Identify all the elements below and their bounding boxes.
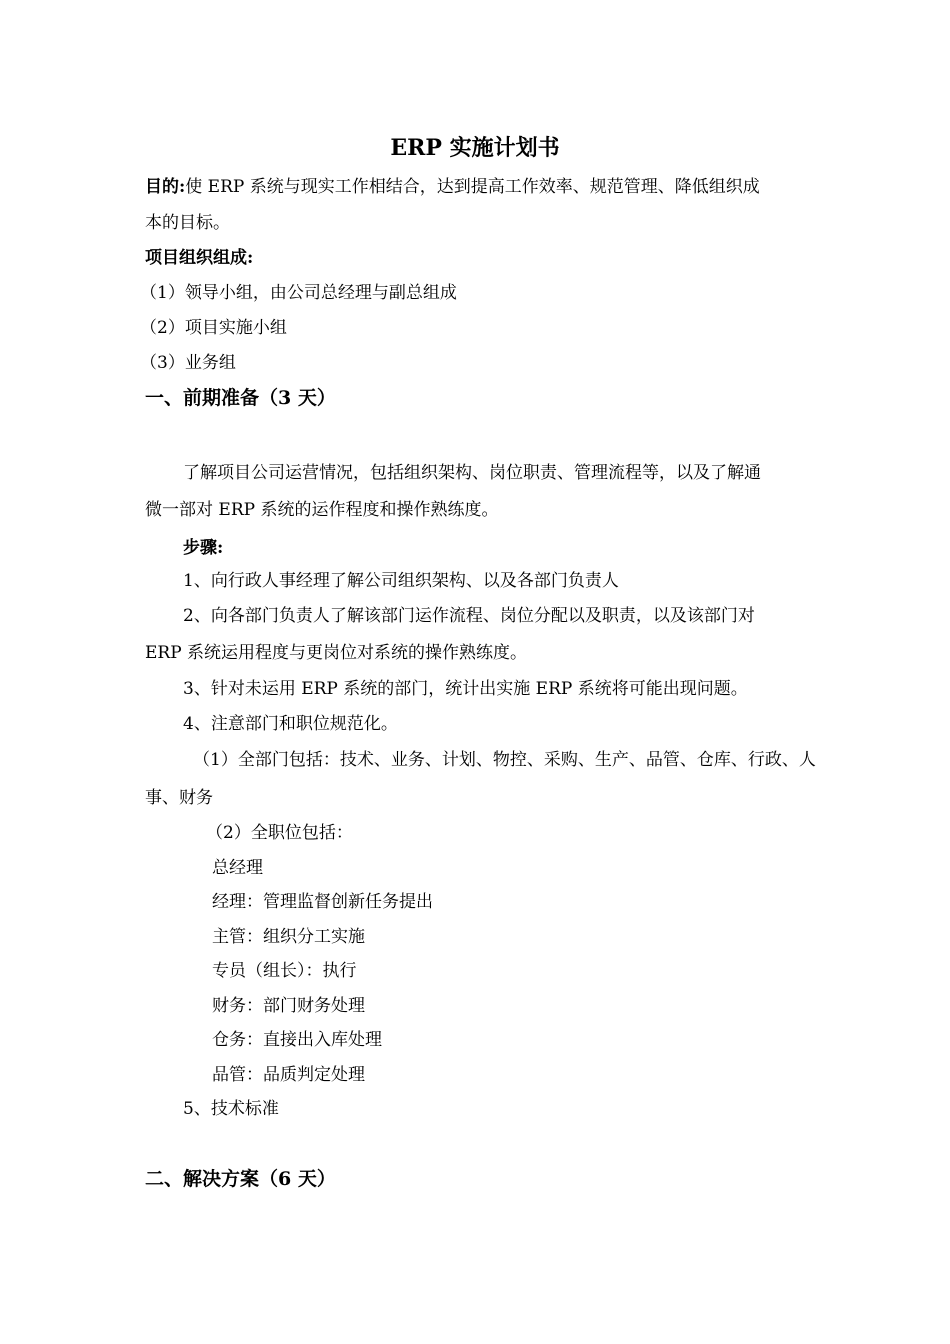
section-1-intro-line-2: 微一部对 ERP 系统的运作程度和操作熟练度。 <box>145 500 499 520</box>
steps-label: 步骤: <box>183 538 224 558</box>
org-heading: 项目组织组成: <box>145 248 254 268</box>
position-item-7: 品管：品质判定处理 <box>212 1065 365 1085</box>
purpose-line-1 <box>145 175 760 199</box>
departments-line-1: （1）全部门包括：技术、业务、计划、物控、采购、生产、品管、仓库、行政、人 <box>193 750 816 770</box>
step-2-line-1: 2、向各部门负责人了解该部门运作流程、岗位分配以及职责，以及该部门对 <box>183 606 755 626</box>
purpose-line-2: 本的目标。 <box>145 213 230 233</box>
step-5: 5、技术标准 <box>183 1099 279 1119</box>
position-item-6: 仓务：直接出入库处理 <box>212 1030 382 1050</box>
section-1-intro-line-1: 了解项目公司运营情况，包括组织架构、岗位职责、管理流程等，以及了解通 <box>183 463 761 483</box>
section-2-heading: 二、解决方案（6 天） <box>145 1168 336 1190</box>
step-3: 3、针对未运用 ERP 系统的部门，统计出实施 ERP 系统将可能出现问题。 <box>183 679 748 699</box>
purpose-label: 目的: <box>145 177 186 197</box>
position-item-5: 财务：部门财务处理 <box>212 996 365 1016</box>
org-item-2: （2）项目实施小组 <box>140 318 287 338</box>
section-1-heading: 一、前期准备（3 天） <box>145 387 336 409</box>
step-2-line-2: ERP 系统运用程度与更岗位对系统的操作熟练度。 <box>145 643 528 663</box>
position-item-2: 经理：管理监督创新任务提出 <box>212 892 433 912</box>
positions-label: （2）全职位包括： <box>206 823 353 843</box>
departments-line-2: 事、财务 <box>145 788 213 808</box>
document-title: ERP 实施计划书 <box>390 135 560 161</box>
position-item-1: 总经理 <box>212 858 263 878</box>
org-item-1: （1）领导小组，由公司总经理与副总组成 <box>140 283 457 303</box>
purpose-text: 使 ERP 系统与现实工作相结合，达到提高工作效率、规范管理、降低组织成 <box>185 177 760 197</box>
position-item-4: 专员（组长）：执行 <box>212 961 357 981</box>
position-item-3: 主管：组织分工实施 <box>212 927 365 947</box>
step-1: 1、向行政人事经理了解公司组织架构、以及各部门负责人 <box>183 571 619 591</box>
step-4: 4、注意部门和职位规范化。 <box>183 714 398 734</box>
org-item-3: （3）业务组 <box>140 353 236 373</box>
